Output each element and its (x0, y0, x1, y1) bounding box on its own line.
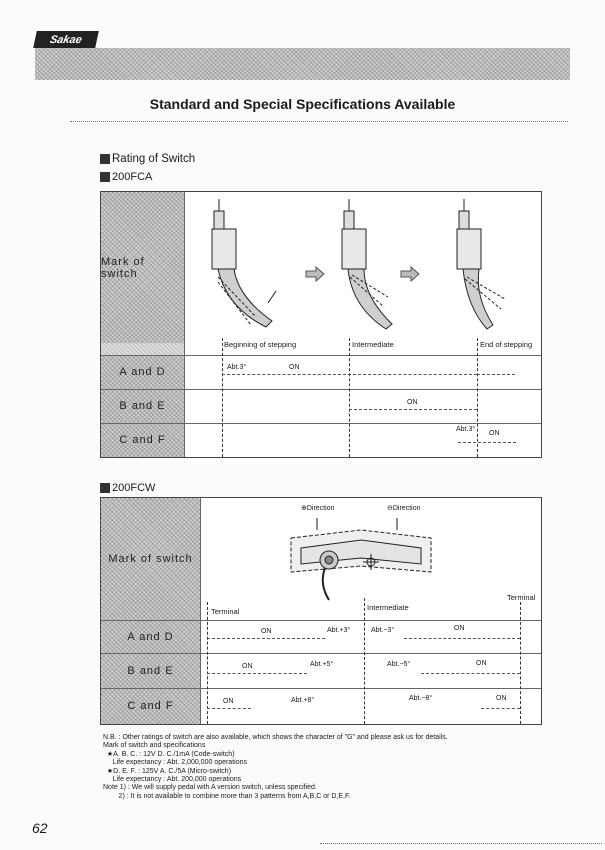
arrow-right-icon (306, 267, 324, 281)
on-right-label: ON (496, 695, 507, 702)
abt-minus-label: Abt.−3° (371, 627, 395, 634)
section-heading-text: Rating of Switch (112, 153, 196, 165)
position-terminal-left: Terminal (211, 607, 240, 616)
off-range (477, 374, 515, 375)
on-right-label: ON (476, 660, 487, 667)
position-terminal-right: Terminal (507, 593, 536, 602)
section-heading (100, 153, 195, 165)
position-intermediate: Intermediate (352, 340, 394, 349)
seesaw-pedal-illustration (281, 512, 461, 602)
mark-label: Mark of switch (101, 255, 145, 280)
notes (103, 734, 448, 801)
on-label: ON (489, 430, 500, 437)
row-label-a-d: A and D (101, 620, 200, 653)
pedal-icon (212, 199, 276, 327)
brand-text: Sakae (48, 33, 84, 46)
on-left-label: ON (223, 698, 234, 705)
footer-rule (320, 843, 602, 844)
note-line: Life expectancy : Abt. 2,000,000 operations (103, 759, 247, 767)
arrow-right-icon (401, 267, 419, 281)
note-line: ★A. B. C. : 12V D. C./1mA (Code-switch) (103, 750, 235, 758)
mark-label: Mark of switch (108, 553, 193, 565)
position-line (207, 602, 208, 724)
row-divider (101, 423, 541, 424)
pedal-icon (457, 199, 505, 329)
on-range (222, 374, 477, 375)
row-divider (101, 688, 541, 689)
row-divider (101, 653, 541, 654)
model1-name: 200FCA (112, 171, 153, 183)
row-label-c-f: C and F (101, 423, 184, 457)
abt-label: Abt.3° (227, 364, 247, 371)
position-line (364, 598, 365, 724)
abt-plus-label: Abt.+8° (291, 697, 315, 704)
model2-name: 200FCW (112, 482, 156, 494)
on-range (349, 409, 477, 410)
abt-label: Abt.3° (456, 426, 476, 433)
on-label: ON (407, 399, 418, 406)
model2-heading (100, 482, 155, 494)
column-divider (200, 498, 201, 724)
row-label-a-d: A and D (101, 355, 184, 389)
row-label-b-e: B and E (101, 653, 200, 688)
position-line (520, 602, 521, 724)
header-bar (35, 48, 570, 80)
note-line: N.B. : Other ratings of switch are also available, which shows the character of "G" and please ask us for details. (103, 734, 448, 741)
note-line: Note 1) : We will supply pedal with A version switch, unless specified. (103, 784, 317, 792)
title-divider (70, 121, 568, 122)
on-range (404, 638, 520, 639)
note-line: ★D. E. F. : 125V A. C./5A (Micro-switch) (103, 767, 232, 775)
on-range (207, 673, 307, 674)
square-bullet-icon (100, 483, 110, 493)
on-range (207, 708, 251, 709)
row-label-b-e: B and E (101, 389, 184, 423)
table-200fca (100, 191, 542, 458)
square-bullet-icon (100, 172, 110, 182)
position-line (349, 338, 350, 457)
pedal-stepping-illustration (196, 197, 536, 339)
on-range (421, 673, 520, 674)
label-spacer (101, 343, 184, 355)
position-intermediate: Intermediate (367, 603, 409, 612)
on-right-label: ON (454, 625, 465, 632)
direction-plus: ⊕Direction (301, 505, 335, 512)
on-left-label: ON (261, 628, 272, 635)
abt-minus-label: Abt.−8° (409, 695, 433, 702)
page-title: Standard and Special Specifications Available (149, 96, 456, 112)
direction-minus: ⊖Direction (387, 505, 421, 512)
note-line: 2) : It is not available to combine more than 3 patterns from A,B,C or D,E,F. (103, 792, 351, 800)
row-divider (101, 355, 541, 356)
abt-minus-label: Abt.−5° (387, 661, 411, 668)
page-number: 62 (32, 820, 48, 836)
position-beginning: Beginning of stepping (224, 340, 297, 349)
model1-heading (100, 171, 152, 183)
position-end: End of stepping (480, 340, 533, 349)
mark-of-switch-cell (101, 192, 184, 343)
on-range (207, 638, 325, 639)
brand-logo (33, 31, 99, 48)
note-line: Mark of switch and specifications (103, 742, 206, 750)
on-left-label: ON (242, 663, 253, 670)
table-200fcw (100, 497, 542, 725)
position-line (222, 338, 223, 457)
position-line (477, 338, 478, 457)
abt-plus-label: Abt.+3° (327, 627, 351, 634)
pedal-icon (342, 199, 392, 329)
on-range (458, 442, 516, 443)
row-label-c-f: C and F (101, 688, 200, 724)
pedal-icon (291, 518, 431, 600)
on-range (481, 708, 520, 709)
mark-of-switch-cell (101, 498, 200, 620)
square-bullet-icon (100, 154, 110, 164)
row-divider (101, 620, 541, 621)
abt-plus-label: Abt.+5° (310, 661, 334, 668)
on-label: ON (289, 364, 300, 371)
row-divider (101, 389, 541, 390)
column-divider (184, 192, 185, 457)
note-line: Life expectancy : Abt. 200,000 operations (103, 776, 242, 784)
